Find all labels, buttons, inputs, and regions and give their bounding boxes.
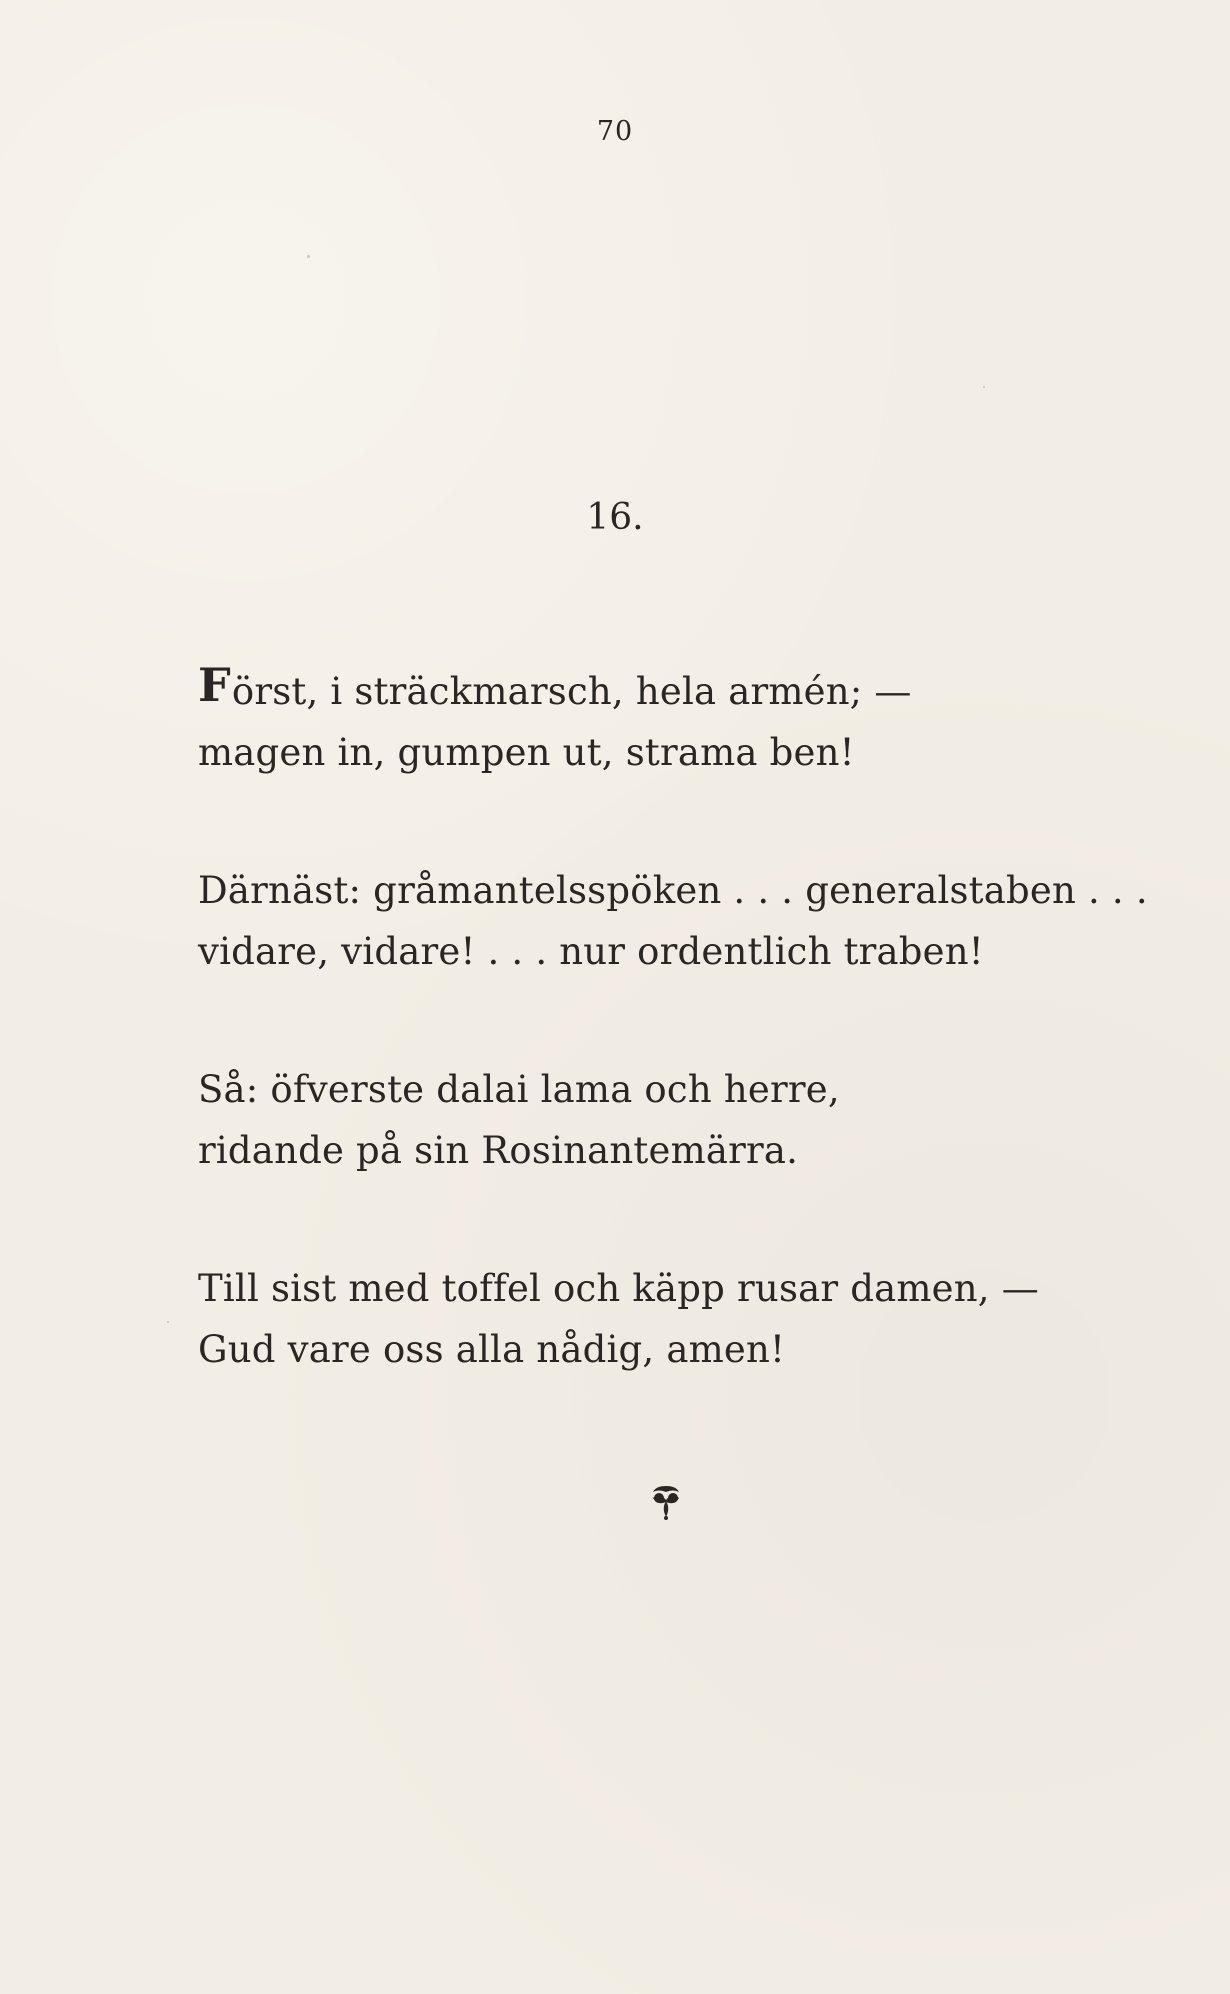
- poem-line: Gud vare oss alla nådig, amen!: [198, 1328, 786, 1371]
- poem-line: Till sist med toffel och käpp rusar damen, —: [198, 1267, 1039, 1310]
- poem-line-text: örst, i sträckmarsch, hela armén; —: [231, 670, 912, 713]
- paper-speck: [307, 255, 310, 258]
- poem-line: [198, 658, 1148, 722]
- poem-line: Så: öfverste dalai lama och herre,: [198, 1068, 840, 1111]
- stanza-4: [198, 1258, 1148, 1380]
- stanza-3: [198, 1059, 1148, 1181]
- poem-line: vidare, vidare! . . . nur ordentlich traben!: [198, 930, 984, 973]
- poem-body: [198, 658, 1148, 1380]
- poem-number: 16.: [586, 497, 644, 538]
- stanza-1: [198, 658, 1148, 783]
- stanza-2: [198, 860, 1148, 982]
- paper-speck: [983, 386, 985, 388]
- poem-line: Därnäst: gråmantelsspöken . . . generalstaben . . .: [198, 869, 1148, 912]
- page-number: 70: [596, 116, 634, 147]
- paper-speck: [167, 1321, 169, 1323]
- decorative-initial: F: [198, 658, 231, 712]
- poem-line: magen in, gumpen ut, strama ben!: [198, 731, 855, 774]
- floral-ornament-icon: [648, 1482, 684, 1522]
- poem-line: ridande på sin Rosinantemärra.: [198, 1129, 799, 1172]
